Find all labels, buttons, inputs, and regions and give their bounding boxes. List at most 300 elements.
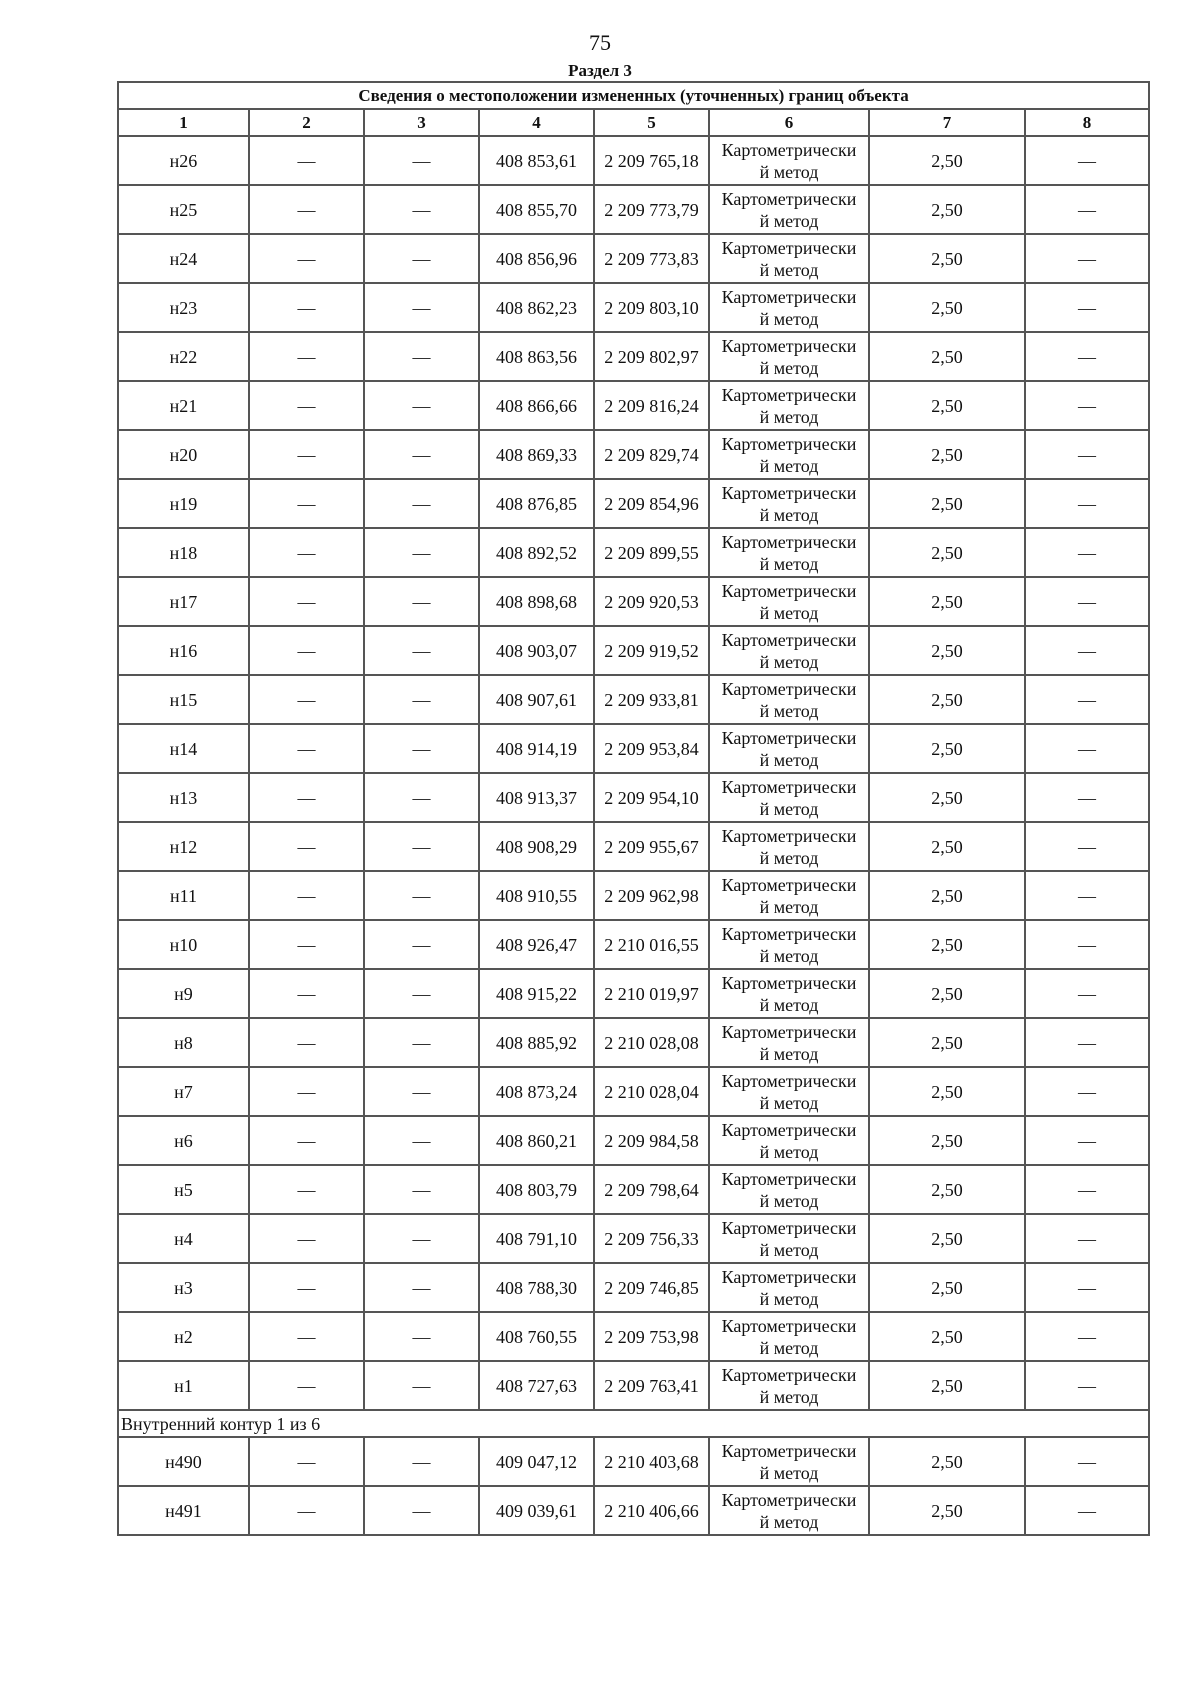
point-name-cell: н21 — [118, 381, 249, 430]
method-line-2: й метод — [759, 1386, 819, 1407]
accuracy-cell: 2,50 — [869, 1486, 1025, 1535]
method-line-2: й метод — [759, 945, 819, 966]
empty-dash-cell: — — [364, 1018, 479, 1067]
method-line-2: й метод — [759, 259, 819, 280]
empty-dash-cell: — — [364, 822, 479, 871]
method-line-1: Картометрически — [721, 678, 857, 699]
coordinate-x-cell: 408 727,63 — [479, 1361, 594, 1410]
table-row — [118, 969, 1149, 1018]
point-name-cell: н18 — [118, 528, 249, 577]
empty-dash-cell: — — [364, 577, 479, 626]
point-name-cell: н2 — [118, 1312, 249, 1361]
table-row — [118, 1116, 1149, 1165]
method-cell — [709, 1165, 869, 1214]
empty-dash-cell: — — [1025, 969, 1149, 1018]
method-cell — [709, 675, 869, 724]
method-line-1: Картометрически — [721, 629, 857, 650]
method-cell — [709, 528, 869, 577]
empty-dash-cell: — — [1025, 1437, 1149, 1486]
point-name-cell: н10 — [118, 920, 249, 969]
method-line-1: Картометрически — [721, 1315, 857, 1336]
method-line-1: Картометрически — [721, 1119, 857, 1140]
point-name-cell: н19 — [118, 479, 249, 528]
coordinates-table — [117, 81, 1150, 1536]
coordinate-x-cell: 408 853,61 — [479, 136, 594, 185]
section-title: Раздел 3 — [568, 61, 632, 80]
method-cell — [709, 136, 869, 185]
point-name-cell: н5 — [118, 1165, 249, 1214]
coordinate-x-cell: 408 908,29 — [479, 822, 594, 871]
column-header: 1 — [118, 109, 249, 136]
empty-dash-cell: — — [249, 528, 364, 577]
method-cell — [709, 773, 869, 822]
method-cell — [709, 724, 869, 773]
coordinate-x-cell: 408 856,96 — [479, 234, 594, 283]
accuracy-cell: 2,50 — [869, 1165, 1025, 1214]
method-line-2: й метод — [759, 210, 819, 231]
method-cell — [709, 577, 869, 626]
coordinate-x-cell: 408 862,23 — [479, 283, 594, 332]
empty-dash-cell: — — [249, 724, 364, 773]
point-name-cell: н4 — [118, 1214, 249, 1263]
coordinate-x-cell: 408 915,22 — [479, 969, 594, 1018]
empty-dash-cell: — — [249, 1486, 364, 1535]
coordinate-x-cell: 408 860,21 — [479, 1116, 594, 1165]
point-name-cell: н13 — [118, 773, 249, 822]
empty-dash-cell: — — [249, 381, 364, 430]
empty-dash-cell: — — [249, 773, 364, 822]
empty-dash-cell: — — [364, 1165, 479, 1214]
method-cell — [709, 626, 869, 675]
empty-dash-cell: — — [364, 626, 479, 675]
accuracy-cell: 2,50 — [869, 773, 1025, 822]
empty-dash-cell: — — [364, 920, 479, 969]
empty-dash-cell: — — [249, 1116, 364, 1165]
method-cell — [709, 1116, 869, 1165]
coordinate-y-cell: 2 209 920,53 — [594, 577, 709, 626]
coordinate-y-cell: 2 210 403,68 — [594, 1437, 709, 1486]
coordinate-y-cell: 2 209 746,85 — [594, 1263, 709, 1312]
method-line-2: й метод — [759, 1239, 819, 1260]
point-name-cell: н491 — [118, 1486, 249, 1535]
accuracy-cell: 2,50 — [869, 626, 1025, 675]
empty-dash-cell: — — [364, 1437, 479, 1486]
coordinate-y-cell: 2 210 019,97 — [594, 969, 709, 1018]
method-line-1: Картометрически — [721, 923, 857, 944]
method-line-2: й метод — [759, 847, 819, 868]
empty-dash-cell: — — [249, 1214, 364, 1263]
method-cell — [709, 920, 869, 969]
accuracy-cell: 2,50 — [869, 185, 1025, 234]
table-caption-row — [118, 82, 1149, 109]
table-row — [118, 381, 1149, 430]
method-cell — [709, 185, 869, 234]
accuracy-cell: 2,50 — [869, 332, 1025, 381]
method-line-2: й метод — [759, 749, 819, 770]
accuracy-cell: 2,50 — [869, 822, 1025, 871]
coordinate-y-cell: 2 209 984,58 — [594, 1116, 709, 1165]
method-line-1: Картометрически — [721, 433, 857, 454]
coordinate-y-cell: 2 209 756,33 — [594, 1214, 709, 1263]
coordinate-x-cell: 408 907,61 — [479, 675, 594, 724]
empty-dash-cell: — — [1025, 1312, 1149, 1361]
method-cell — [709, 969, 869, 1018]
method-line-2: й метод — [759, 1190, 819, 1211]
accuracy-cell: 2,50 — [869, 1067, 1025, 1116]
method-cell — [709, 1214, 869, 1263]
method-cell — [709, 234, 869, 283]
empty-dash-cell: — — [1025, 1018, 1149, 1067]
column-header: 6 — [709, 109, 869, 136]
column-header: 2 — [249, 109, 364, 136]
coordinate-x-cell: 408 788,30 — [479, 1263, 594, 1312]
point-name-cell: н3 — [118, 1263, 249, 1312]
accuracy-cell: 2,50 — [869, 1312, 1025, 1361]
coordinate-y-cell: 2 209 802,97 — [594, 332, 709, 381]
table-row — [118, 1263, 1149, 1312]
method-line-2: й метод — [759, 1337, 819, 1358]
accuracy-cell: 2,50 — [869, 920, 1025, 969]
accuracy-cell: 2,50 — [869, 479, 1025, 528]
method-line-1: Картометрически — [721, 335, 857, 356]
empty-dash-cell: — — [364, 381, 479, 430]
method-line-2: й метод — [759, 1043, 819, 1064]
coordinate-y-cell: 2 209 954,10 — [594, 773, 709, 822]
coordinate-y-cell: 2 209 753,98 — [594, 1312, 709, 1361]
method-cell — [709, 381, 869, 430]
table-row — [118, 822, 1149, 871]
method-line-1: Картометрически — [721, 1070, 857, 1091]
accuracy-cell: 2,50 — [869, 283, 1025, 332]
empty-dash-cell: — — [1025, 724, 1149, 773]
contour-label-row — [118, 1410, 1149, 1437]
method-line-2: й метод — [759, 798, 819, 819]
empty-dash-cell: — — [364, 185, 479, 234]
empty-dash-cell: — — [364, 528, 479, 577]
table-row — [118, 871, 1149, 920]
empty-dash-cell: — — [1025, 479, 1149, 528]
method-cell — [709, 430, 869, 479]
method-line-1: Картометрически — [721, 1168, 857, 1189]
method-line-1: Картометрически — [721, 1021, 857, 1042]
empty-dash-cell: — — [249, 479, 364, 528]
method-line-2: й метод — [759, 1141, 819, 1162]
empty-dash-cell: — — [364, 1486, 479, 1535]
table-row — [118, 1437, 1149, 1486]
method-line-2: й метод — [759, 504, 819, 525]
empty-dash-cell: — — [364, 479, 479, 528]
empty-dash-cell: — — [364, 1116, 479, 1165]
empty-dash-cell: — — [1025, 1486, 1149, 1535]
accuracy-cell: 2,50 — [869, 1263, 1025, 1312]
coordinate-y-cell: 2 209 933,81 — [594, 675, 709, 724]
method-line-2: й метод — [759, 553, 819, 574]
coordinate-y-cell: 2 209 854,96 — [594, 479, 709, 528]
empty-dash-cell: — — [364, 1214, 479, 1263]
accuracy-cell: 2,50 — [869, 528, 1025, 577]
point-name-cell: н25 — [118, 185, 249, 234]
table-row — [118, 136, 1149, 185]
coordinate-x-cell: 408 873,24 — [479, 1067, 594, 1116]
empty-dash-cell: — — [249, 430, 364, 479]
coordinate-y-cell: 2 209 803,10 — [594, 283, 709, 332]
empty-dash-cell: — — [1025, 528, 1149, 577]
coordinate-x-cell: 408 876,85 — [479, 479, 594, 528]
coordinate-x-cell: 408 760,55 — [479, 1312, 594, 1361]
coordinate-x-cell: 408 892,52 — [479, 528, 594, 577]
empty-dash-cell: — — [249, 1067, 364, 1116]
table-row — [118, 626, 1149, 675]
method-cell — [709, 871, 869, 920]
method-line-1: Картометрически — [721, 286, 857, 307]
method-cell — [709, 332, 869, 381]
coordinate-y-cell: 2 209 899,55 — [594, 528, 709, 577]
coordinate-x-cell: 408 855,70 — [479, 185, 594, 234]
coordinate-x-cell: 408 914,19 — [479, 724, 594, 773]
point-name-cell: н26 — [118, 136, 249, 185]
coordinate-x-cell: 408 910,55 — [479, 871, 594, 920]
coordinate-y-cell: 2 210 028,08 — [594, 1018, 709, 1067]
empty-dash-cell: — — [1025, 920, 1149, 969]
column-header: 4 — [479, 109, 594, 136]
table-row — [118, 234, 1149, 283]
method-cell — [709, 1486, 869, 1535]
empty-dash-cell: — — [1025, 1116, 1149, 1165]
coordinate-x-cell: 408 926,47 — [479, 920, 594, 969]
method-line-2: й метод — [759, 1092, 819, 1113]
method-line-1: Картометрически — [721, 237, 857, 258]
point-name-cell: н17 — [118, 577, 249, 626]
empty-dash-cell: — — [1025, 381, 1149, 430]
coordinate-y-cell: 2 210 016,55 — [594, 920, 709, 969]
accuracy-cell: 2,50 — [869, 1214, 1025, 1263]
method-line-1: Картометрически — [721, 482, 857, 503]
empty-dash-cell: — — [364, 332, 479, 381]
method-line-2: й метод — [759, 1288, 819, 1309]
method-line-1: Картометрически — [721, 727, 857, 748]
point-name-cell: н6 — [118, 1116, 249, 1165]
accuracy-cell: 2,50 — [869, 577, 1025, 626]
empty-dash-cell: — — [1025, 430, 1149, 479]
empty-dash-cell: — — [249, 871, 364, 920]
table-row — [118, 1486, 1149, 1535]
column-header: 5 — [594, 109, 709, 136]
empty-dash-cell: — — [249, 185, 364, 234]
method-line-2: й метод — [759, 161, 819, 182]
accuracy-cell: 2,50 — [869, 724, 1025, 773]
point-name-cell: н9 — [118, 969, 249, 1018]
method-line-1: Картометрически — [721, 1217, 857, 1238]
coordinate-y-cell: 2 209 953,84 — [594, 724, 709, 773]
empty-dash-cell: — — [364, 430, 479, 479]
empty-dash-cell: — — [1025, 283, 1149, 332]
point-name-cell: н8 — [118, 1018, 249, 1067]
point-name-cell: н24 — [118, 234, 249, 283]
empty-dash-cell: — — [249, 283, 364, 332]
method-line-1: Картометрически — [721, 825, 857, 846]
empty-dash-cell: — — [1025, 1214, 1149, 1263]
method-line-2: й метод — [759, 1511, 819, 1532]
table-row — [118, 675, 1149, 724]
method-line-2: й метод — [759, 896, 819, 917]
method-line-2: й метод — [759, 455, 819, 476]
method-line-2: й метод — [759, 651, 819, 672]
coordinate-x-cell: 408 913,37 — [479, 773, 594, 822]
empty-dash-cell: — — [364, 1263, 479, 1312]
method-cell — [709, 479, 869, 528]
point-name-cell: н20 — [118, 430, 249, 479]
table-row — [118, 185, 1149, 234]
method-cell — [709, 822, 869, 871]
coordinate-x-cell: 408 803,79 — [479, 1165, 594, 1214]
empty-dash-cell: — — [249, 1263, 364, 1312]
coordinate-x-cell: 409 047,12 — [479, 1437, 594, 1486]
method-cell — [709, 1067, 869, 1116]
coordinate-y-cell: 2 209 765,18 — [594, 136, 709, 185]
table-row — [118, 1312, 1149, 1361]
coordinate-x-cell: 408 885,92 — [479, 1018, 594, 1067]
empty-dash-cell: — — [1025, 822, 1149, 871]
table-row — [118, 920, 1149, 969]
method-line-1: Картометрически — [721, 972, 857, 993]
table-row — [118, 430, 1149, 479]
coordinate-x-cell: 408 863,56 — [479, 332, 594, 381]
table-row — [118, 528, 1149, 577]
empty-dash-cell: — — [249, 1437, 364, 1486]
coordinate-x-cell: 409 039,61 — [479, 1486, 594, 1535]
table-row — [118, 332, 1149, 381]
coordinate-y-cell: 2 209 955,67 — [594, 822, 709, 871]
empty-dash-cell: — — [249, 920, 364, 969]
empty-dash-cell: — — [249, 822, 364, 871]
empty-dash-cell: — — [249, 234, 364, 283]
empty-dash-cell: — — [364, 871, 479, 920]
point-name-cell: н16 — [118, 626, 249, 675]
empty-dash-cell: — — [249, 1165, 364, 1214]
coordinate-y-cell: 2 209 919,52 — [594, 626, 709, 675]
empty-dash-cell: — — [1025, 773, 1149, 822]
point-name-cell: н11 — [118, 871, 249, 920]
table-row — [118, 1361, 1149, 1410]
column-header: 3 — [364, 109, 479, 136]
method-cell — [709, 283, 869, 332]
point-name-cell: н490 — [118, 1437, 249, 1486]
table-row — [118, 283, 1149, 332]
method-line-1: Картометрически — [721, 1440, 857, 1461]
method-line-1: Картометрически — [721, 188, 857, 209]
empty-dash-cell: — — [1025, 136, 1149, 185]
empty-dash-cell: — — [1025, 1263, 1149, 1312]
method-line-1: Картометрически — [721, 874, 857, 895]
empty-dash-cell: — — [1025, 626, 1149, 675]
empty-dash-cell: — — [364, 675, 479, 724]
empty-dash-cell: — — [1025, 332, 1149, 381]
coordinate-x-cell: 408 869,33 — [479, 430, 594, 479]
coordinate-y-cell: 2 209 829,74 — [594, 430, 709, 479]
empty-dash-cell: — — [249, 675, 364, 724]
method-line-1: Картометрически — [721, 1364, 857, 1385]
point-name-cell: н7 — [118, 1067, 249, 1116]
method-line-2: й метод — [759, 602, 819, 623]
table-row — [118, 1165, 1149, 1214]
method-cell — [709, 1263, 869, 1312]
method-cell — [709, 1361, 869, 1410]
column-header: 8 — [1025, 109, 1149, 136]
accuracy-cell: 2,50 — [869, 381, 1025, 430]
point-name-cell: н14 — [118, 724, 249, 773]
empty-dash-cell: — — [1025, 675, 1149, 724]
empty-dash-cell: — — [249, 1312, 364, 1361]
page-number: 75 — [589, 30, 611, 55]
empty-dash-cell: — — [249, 626, 364, 675]
table-row — [118, 479, 1149, 528]
point-name-cell: н23 — [118, 283, 249, 332]
coordinate-x-cell: 408 898,68 — [479, 577, 594, 626]
method-line-1: Картометрически — [721, 1266, 857, 1287]
table-row — [118, 1067, 1149, 1116]
empty-dash-cell: — — [364, 1067, 479, 1116]
table-row — [118, 577, 1149, 626]
column-header: 7 — [869, 109, 1025, 136]
empty-dash-cell: — — [249, 1361, 364, 1410]
method-line-1: Картометрически — [721, 384, 857, 405]
method-line-2: й метод — [759, 406, 819, 427]
coordinate-y-cell: 2 209 763,41 — [594, 1361, 709, 1410]
empty-dash-cell: — — [364, 283, 479, 332]
coordinate-y-cell: 2 209 773,83 — [594, 234, 709, 283]
method-line-1: Картометрически — [721, 531, 857, 552]
empty-dash-cell: — — [249, 1018, 364, 1067]
empty-dash-cell: — — [364, 773, 479, 822]
coordinate-y-cell: 2 209 798,64 — [594, 1165, 709, 1214]
accuracy-cell: 2,50 — [869, 136, 1025, 185]
empty-dash-cell: — — [1025, 1067, 1149, 1116]
empty-dash-cell: — — [364, 969, 479, 1018]
accuracy-cell: 2,50 — [869, 1116, 1025, 1165]
method-line-2: й метод — [759, 308, 819, 329]
accuracy-cell: 2,50 — [869, 969, 1025, 1018]
method-line-2: й метод — [759, 357, 819, 378]
empty-dash-cell: — — [364, 1312, 479, 1361]
point-name-cell: н22 — [118, 332, 249, 381]
coordinate-y-cell: 2 209 816,24 — [594, 381, 709, 430]
method-line-1: Картометрически — [721, 139, 857, 160]
accuracy-cell: 2,50 — [869, 1018, 1025, 1067]
method-line-1: Картометрически — [721, 1489, 857, 1510]
coordinate-y-cell: 2 209 962,98 — [594, 871, 709, 920]
empty-dash-cell: — — [1025, 577, 1149, 626]
point-name-cell: н1 — [118, 1361, 249, 1410]
accuracy-cell: 2,50 — [869, 1437, 1025, 1486]
accuracy-cell: 2,50 — [869, 871, 1025, 920]
contour-label: Внутренний контур 1 из 6 — [118, 1410, 1149, 1437]
coordinate-y-cell: 2 209 773,79 — [594, 185, 709, 234]
empty-dash-cell: — — [364, 1361, 479, 1410]
empty-dash-cell: — — [1025, 1361, 1149, 1410]
method-line-2: й метод — [759, 994, 819, 1015]
accuracy-cell: 2,50 — [869, 675, 1025, 724]
coordinate-y-cell: 2 210 406,66 — [594, 1486, 709, 1535]
table-row — [118, 1214, 1149, 1263]
empty-dash-cell: — — [1025, 871, 1149, 920]
accuracy-cell: 2,50 — [869, 1361, 1025, 1410]
method-line-2: й метод — [759, 700, 819, 721]
table-row — [118, 724, 1149, 773]
coordinate-x-cell: 408 903,07 — [479, 626, 594, 675]
accuracy-cell: 2,50 — [869, 430, 1025, 479]
table-row — [118, 773, 1149, 822]
method-cell — [709, 1437, 869, 1486]
